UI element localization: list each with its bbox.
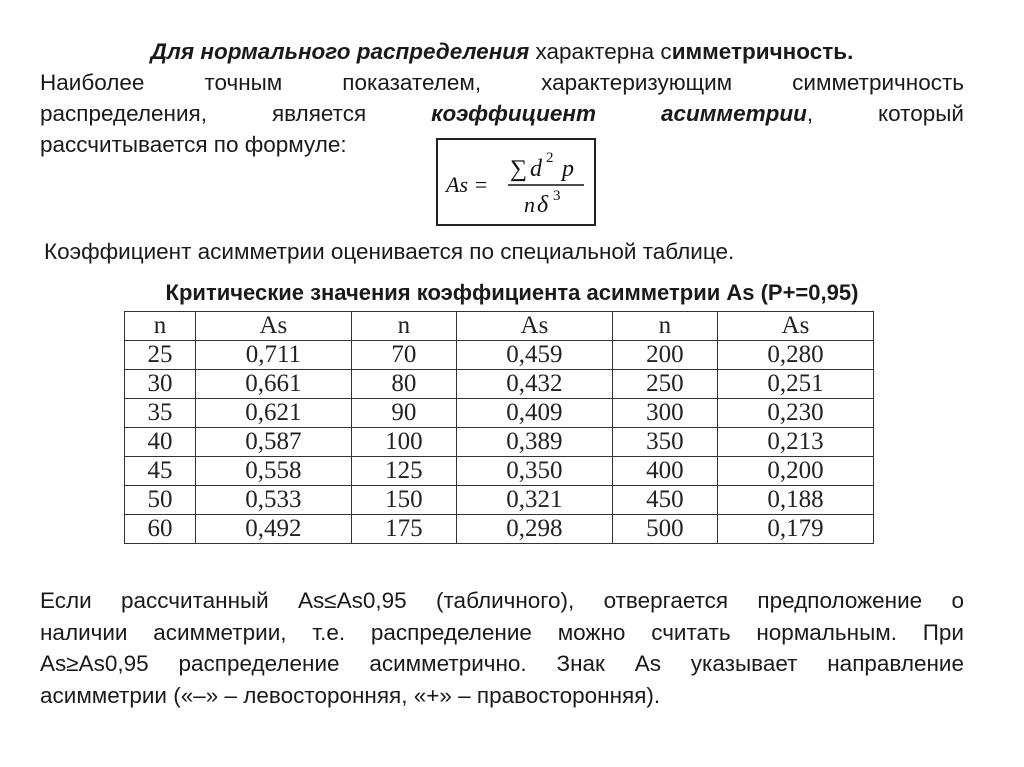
intro-line-3 xyxy=(40,98,964,129)
table-cell: 0,389 xyxy=(456,428,612,457)
table-row xyxy=(125,370,874,399)
table-row xyxy=(125,457,874,486)
table-cell: 0,280 xyxy=(717,341,873,370)
table-row xyxy=(125,399,874,428)
table-cell: 0,188 xyxy=(717,486,873,515)
intro-line-2: Наиболее точным показателем, характеризующим симметричность xyxy=(40,70,964,95)
table-cell: 0,587 xyxy=(195,428,351,457)
formula-lhs: As = xyxy=(446,172,489,197)
table-cell: 300 xyxy=(612,399,717,428)
header-cell: As xyxy=(195,312,351,341)
intro-line-4: рассчитывается по формуле: xyxy=(40,132,347,157)
table-cell: 0,251 xyxy=(717,370,873,399)
table-cell: 0,350 xyxy=(456,457,612,486)
table-cell: 250 xyxy=(612,370,717,399)
table-note: Коэффициент асимметрии оценивается по специальной таблице. xyxy=(44,239,735,264)
table-cell: 80 xyxy=(351,370,456,399)
table-cell: 0,298 xyxy=(456,515,612,544)
table-cell: 0,533 xyxy=(195,486,351,515)
table-row xyxy=(125,428,874,457)
intro-line-3-start: распределения, является xyxy=(40,101,432,126)
critical-values-table xyxy=(124,311,874,544)
table-row xyxy=(125,341,874,370)
table-cell: 0,558 xyxy=(195,457,351,486)
formula-n: n xyxy=(524,192,535,217)
table-cell: 450 xyxy=(612,486,717,515)
intro-italic-phrase: Для нормального распределения xyxy=(150,39,530,64)
table-cell: 90 xyxy=(351,399,456,428)
table-cell: 0,432 xyxy=(456,370,612,399)
formula-p: p xyxy=(562,156,574,182)
table-cell: 0,661 xyxy=(195,370,351,399)
table-cell: 175 xyxy=(351,515,456,544)
table-cell: 50 xyxy=(125,486,196,515)
conclusion-paragraph xyxy=(40,585,964,711)
intro-plain-phrase: характерна с xyxy=(529,39,672,64)
header-cell: As xyxy=(456,312,612,341)
table-cell: 0,200 xyxy=(717,457,873,486)
formula-delta: δ xyxy=(537,192,549,218)
formula-d-exponent: 2 xyxy=(546,150,554,166)
table-cell: 350 xyxy=(612,428,717,457)
table-cell: 200 xyxy=(612,341,717,370)
formula-sum-symbol: ∑ xyxy=(510,156,528,182)
table-cell: 400 xyxy=(612,457,717,486)
table-cell: 45 xyxy=(125,457,196,486)
table-cell: 0,711 xyxy=(195,341,351,370)
table-cell: 35 xyxy=(125,399,196,428)
formula-d: d xyxy=(530,156,542,182)
table-cell: 500 xyxy=(612,515,717,544)
conclusion-line-3: As≥As0,95 распределение асимметрично. Знак As указывает направление xyxy=(40,651,964,676)
table-cell: 70 xyxy=(351,341,456,370)
table-cell: 40 xyxy=(125,428,196,457)
table-cell: 150 xyxy=(351,486,456,515)
header-cell: n xyxy=(125,312,196,341)
formula-graphic xyxy=(438,140,598,228)
table-cell: 0,459 xyxy=(456,341,612,370)
table-header-row xyxy=(125,312,874,341)
conclusion-line-1: Если рассчитанный As≤As0,95 (табличного), отвергается предположение о xyxy=(40,588,964,613)
skewness-term: коэффициент асимметрии xyxy=(431,101,807,126)
table-cell: 60 xyxy=(125,515,196,544)
intro-line-3-end: , который xyxy=(806,101,964,126)
table-cell: 0,492 xyxy=(195,515,351,544)
table-cell: 0,179 xyxy=(717,515,873,544)
conclusion-line-2: наличии асимметрии, т.е. распределение можно считать нормальным. При xyxy=(40,619,964,645)
table-cell: 0,409 xyxy=(456,399,612,428)
formula-delta-exponent: 3 xyxy=(553,188,561,204)
table-row xyxy=(125,486,874,515)
conclusion-line-4: асимметрии («–» – левосторонняя, «+» – правосторонняя). xyxy=(40,682,661,708)
table-cell: 0,621 xyxy=(195,399,351,428)
skewness-formula xyxy=(436,138,596,226)
header-cell: n xyxy=(612,312,717,341)
table-row xyxy=(125,515,874,544)
intro-first-line xyxy=(40,36,964,67)
table-cell: 30 xyxy=(125,370,196,399)
intro-bold-phrase: имметричность. xyxy=(671,39,854,64)
table-cell: 25 xyxy=(125,341,196,370)
table-cell: 0,230 xyxy=(717,399,873,428)
table-cell: 125 xyxy=(351,457,456,486)
table-cell: 0,321 xyxy=(456,486,612,515)
header-cell: As xyxy=(717,312,873,341)
table-title: Критические значения коэффициента асимметрии As (P+=0,95) xyxy=(165,280,859,305)
table-cell: 100 xyxy=(351,428,456,457)
table-cell: 0,213 xyxy=(717,428,873,457)
header-cell: n xyxy=(351,312,456,341)
